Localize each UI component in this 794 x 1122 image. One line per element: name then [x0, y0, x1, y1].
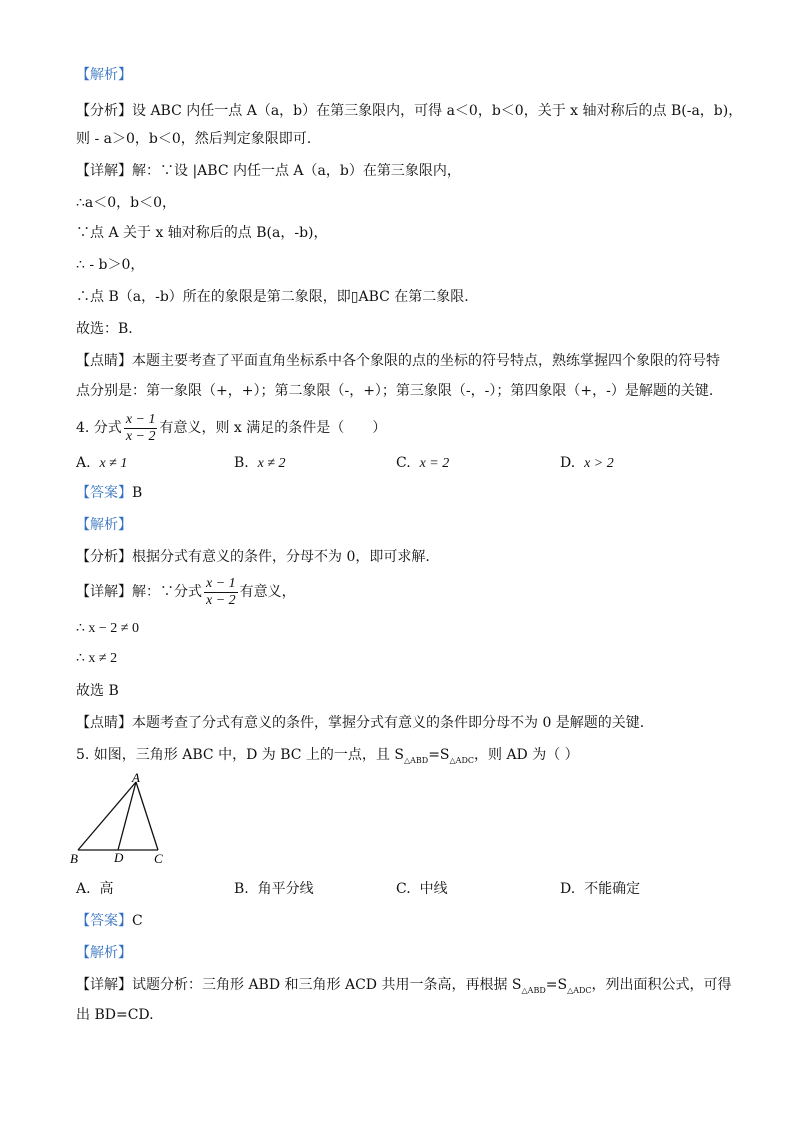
triangle-figure [66, 772, 176, 864]
label-d: D [114, 850, 124, 864]
q3-dianjing-line1: 【点睛】本题主要考查了平面直角坐标系中各个象限的点的坐标的符号特点，熟练掌握四个象限的符号特 [76, 353, 720, 369]
q3-xiangjie-line2: ∴a＜0，b＜0， [76, 195, 177, 211]
q4-fraction: $\frac{x - 1}{x - 2}$ [125, 411, 156, 444]
q5-xiangjie-line1: 【详解】试题分析：三角形 ABD 和三角形 ACD 共用一条高，再根据 $S_{\triangle ABD}=S_{\triangle ADC}$，列出面积公式，可得 [76, 977, 732, 995]
q4-jiexi: 【解析】 [76, 517, 132, 533]
q3-fenxi-line2: 则 - a＞0，b＜0，然后判定象限即可. [76, 131, 312, 147]
label-a: A [132, 772, 140, 785]
q5-stem: 5. 如图，三角形 ABC 中，D 为 BC 上的一点，且 $S_{\triangle ABD}=S_{\triangle ADC}$，则 AD 为（ ） [76, 747, 579, 765]
q4-xiangjie-fraction: $\frac{x - 1}{x - 2}$ [206, 575, 236, 608]
q3-jiexi: 【解析】 [76, 67, 132, 83]
q5-option-a: A. 高 [76, 881, 114, 897]
label-c: C [154, 851, 163, 864]
q3-xiangjie-line3: ∵点 A 关于 x 轴对称后的点 B(a，-b)， [76, 225, 328, 241]
q5-answer: 【答案】C [76, 913, 143, 929]
q3-xiangjie-line4: ∴ - b＞0， [76, 257, 145, 273]
q4-dianjing: 【点睛】本题考查了分式有意义的条件，掌握分式有意义的条件即分母不为 0 是解题的关键. [76, 715, 645, 731]
q5-option-d: D. 不能确定 [560, 881, 641, 897]
side-ac [136, 782, 158, 850]
q4-step2: ∴ x ≠ 2 [76, 651, 118, 666]
q3-dianjing-line2: 点分别是：第一象限（+，+）；第二象限（-，+）；第三象限（-，-）；第四象限（+，-）是解题的关键. [76, 383, 714, 399]
q5-xiangjie-line2: 出 BD=CD. [76, 1007, 154, 1023]
q3-xiangjie-line5: ∴点 B（a，-b）所在的象限是第二象限，即▯ABC 在第二象限. [76, 289, 469, 305]
q3-xiangjie-line1: 【详解】解：∵设 |ABC 内任一点 A（a，b）在第三象限内， [76, 163, 461, 179]
q3-guxuan: 故选：B. [76, 321, 133, 337]
q5-option-c: C. 中线 [396, 881, 448, 897]
q4-fenxi: 【分析】根据分式有意义的条件，分母不为 0，即可求解. [76, 549, 430, 565]
q3-fenxi-line1: 【分析】设 ABC 内任一点 A（a，b）在第三象限内，可得 a＜0，b＜0，关于 x 轴对称后的点 B(-a，b)， [76, 103, 743, 119]
q4-step1: ∴ x − 2 ≠ 0 [76, 621, 139, 636]
q4-option-d: D. x > 2 [560, 455, 614, 471]
q4-answer: 【答案】B [76, 485, 143, 501]
q4-option-c: C. x = 2 [396, 455, 450, 471]
q5-option-b: B. 角平分线 [234, 881, 314, 897]
q4-stem: 4. 分式 $\frac{x - 1}{x - 2}$ 有意义，则 x 满足的条件是（ ） [76, 411, 387, 444]
q4-xiangjie: 【详解】解：∵分式 $\frac{x - 1}{x - 2}$ 有意义， [76, 575, 296, 608]
q4-option-a: A. x ≠ 1 [76, 455, 128, 471]
q4-guxuan: 故选 B [76, 683, 119, 699]
q4-option-b: B. x ≠ 2 [234, 455, 286, 471]
q5-jiexi: 【解析】 [76, 945, 132, 961]
label-b: B [70, 851, 78, 864]
